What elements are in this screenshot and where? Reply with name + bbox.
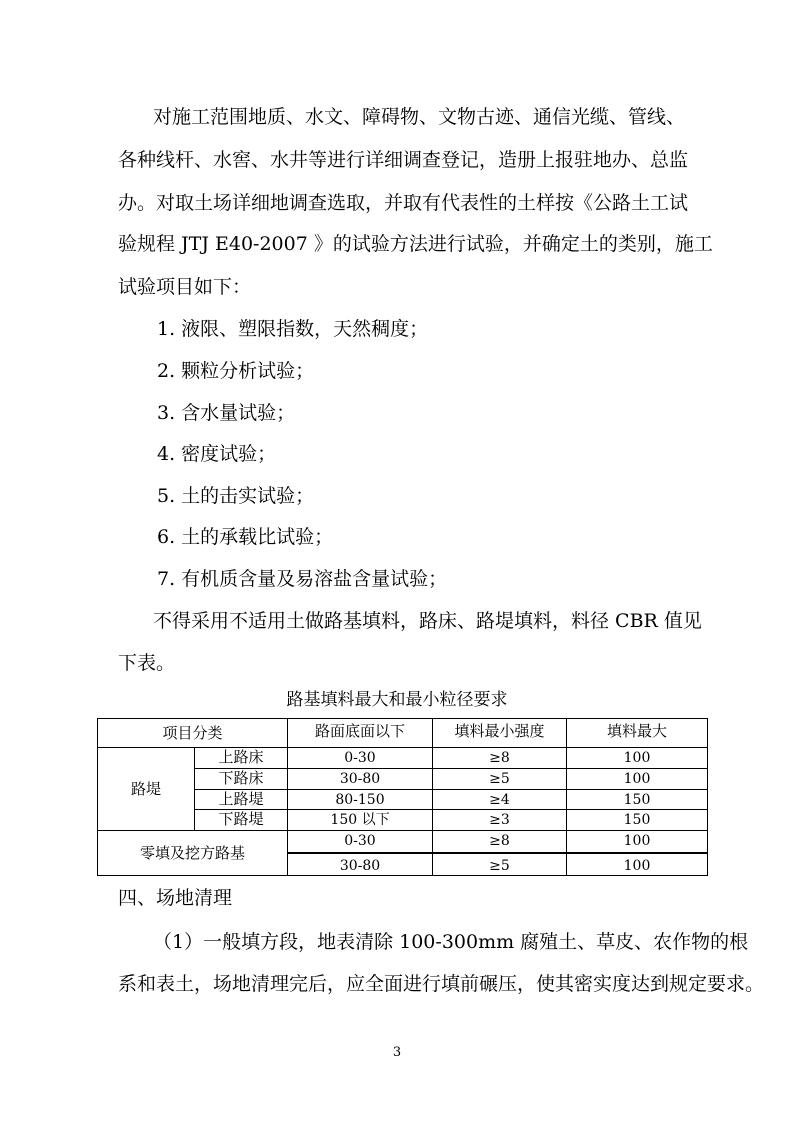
list-item: 6. 土的承载比试验； [157, 526, 334, 548]
table-cell: 30-80 [288, 769, 433, 790]
table-cell: ≥5 [433, 853, 567, 875]
table-cell: 0-30 [288, 831, 433, 853]
table-cell: 30-80 [288, 853, 433, 875]
paragraph-line: 系和表土，场地清理完后，应全面进行填前碾压，使其密实度达到规定要求。 [118, 973, 765, 995]
table-cell: 100 [567, 748, 707, 769]
paragraph-line: 各种线杆、水窖、水井等进行详细调查登记，造册上报驻地办、总监 [118, 149, 689, 171]
table-cell: ≥4 [433, 790, 567, 810]
table-cell: 100 [567, 853, 707, 875]
table-group-label: 零填及挖方路基 [98, 831, 288, 875]
table-caption: 路基填料最大和最小粒径要求 [286, 690, 508, 710]
list-item: 2. 颗粒分析试验； [157, 360, 315, 382]
table-cell: ≥8 [433, 831, 567, 853]
section-heading: 四、场地清理 [118, 887, 233, 909]
list-item: 4. 密度试验； [157, 443, 277, 465]
paragraph-line: 办。对取土场详细地调查选取，并取有代表性的土样按《公路土工试 [118, 192, 689, 214]
table-header-cell: 路面底面以下 [288, 719, 433, 748]
paragraph-line: 下表。 [118, 652, 176, 674]
paragraph-line: （1）一般填方段，地表清除 100-300mm 腐殖土、草皮、农作物的根 [153, 931, 749, 953]
list-item: 5. 土的击实试验； [157, 485, 315, 507]
table-cell: 100 [567, 769, 707, 790]
page-number: 3 [392, 1045, 402, 1060]
table-group-label: 路堤 [98, 748, 195, 831]
filler-table [97, 718, 708, 876]
paragraph-line: 试验项目如下： [118, 276, 252, 298]
table-cell: 0-30 [288, 748, 433, 769]
table-cell: 150 以下 [288, 810, 433, 831]
paragraph-line: 不得采用不适用土做路基填料，路床、路堤填料，料径 CBR 值见 [153, 610, 702, 632]
table-cell: 上路堤 [195, 790, 288, 810]
paragraph-line: 对施工范围地质、水文、障碍物、文物古迹、通信光缆、管线、 [153, 106, 686, 128]
table-cell: 150 [567, 810, 707, 831]
list-item: 7. 有机质含量及易溶盐含量试验； [157, 568, 448, 590]
table-cell: 下路堤 [195, 810, 288, 831]
table-header-cell: 填料最小强度 [433, 719, 567, 748]
table-cell: 100 [567, 831, 707, 853]
paragraph-line: 验规程 JTJ E40-2007 》的试验方法进行试验，并确定土的类别，施工 [118, 233, 713, 255]
table-cell: 上路床 [195, 748, 288, 769]
list-item: 3. 含水量试验； [157, 402, 296, 424]
table-cell: ≥8 [433, 748, 567, 769]
table-header-cell: 填料最大 [567, 719, 707, 748]
list-item: 1. 液限、塑限指数，天然稠度； [157, 318, 429, 340]
table-cell: ≥3 [433, 810, 567, 831]
table-cell: 80-150 [288, 790, 433, 810]
table-header-cell: 项目分类 [98, 719, 288, 748]
table-cell: 下路床 [195, 769, 288, 790]
table-cell: 150 [567, 790, 707, 810]
table-cell: ≥5 [433, 769, 567, 790]
